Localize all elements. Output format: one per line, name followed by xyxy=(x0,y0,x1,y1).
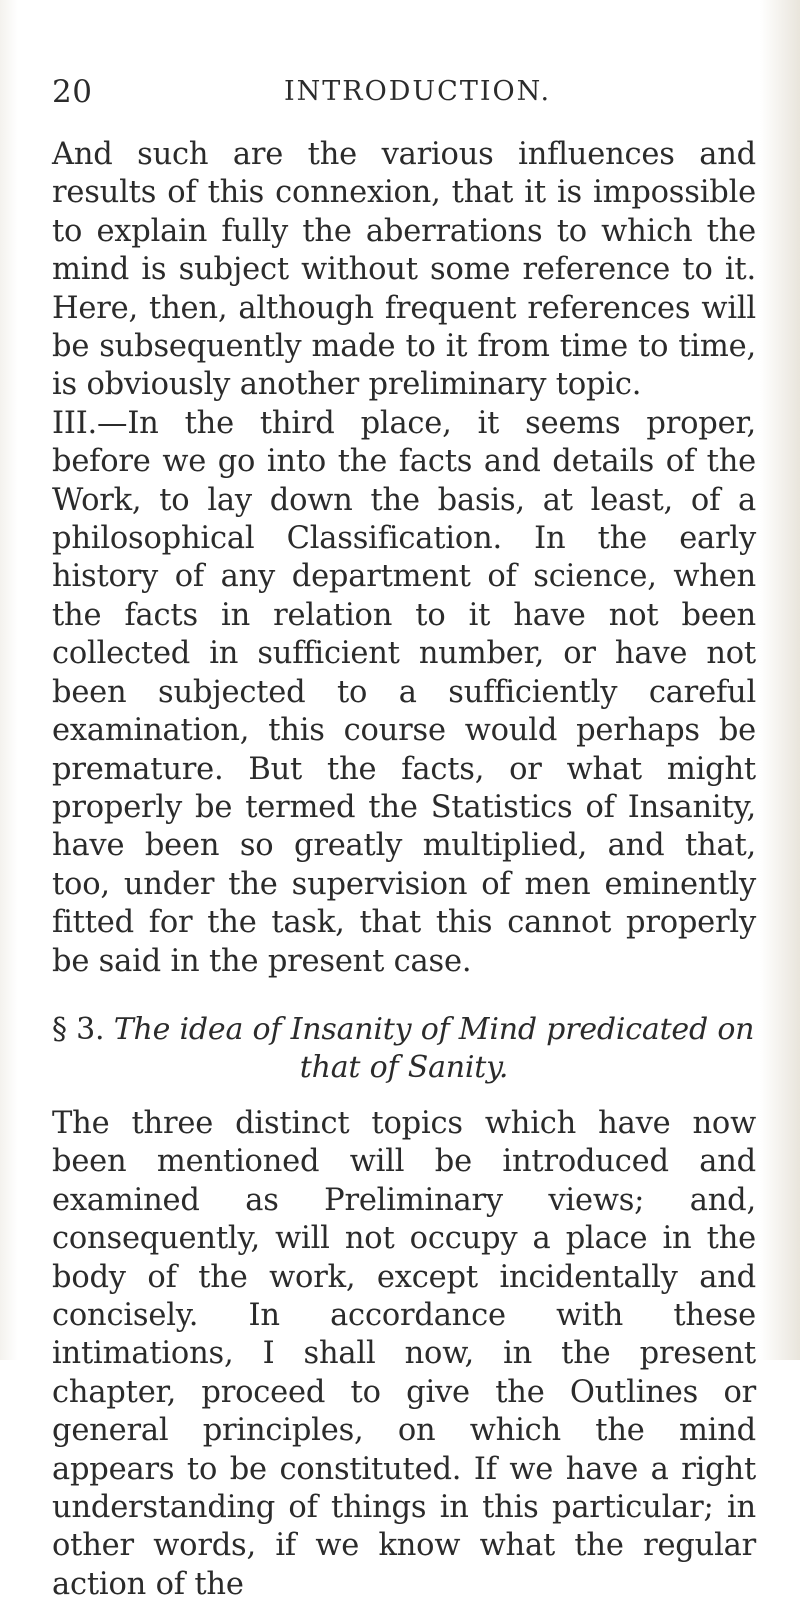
section-title-line-1: The idea of Insanity of Mind predicated on xyxy=(113,1011,755,1047)
section-heading xyxy=(52,1011,756,1087)
page-number: 20 xyxy=(52,74,93,110)
page-body xyxy=(52,136,756,1604)
running-head: INTRODUCTION. xyxy=(284,76,552,107)
paragraph-three-topics: The three distinct topics which have now been mentioned will be introduced and examined as Preliminary views; and, consequently, will not occupy a place in the body of the work, except incidentally and concisely. In accordance with these intimations, I shall now, in the present chapter, proceed to give the Outlines or general principles, on which the mind appears to be constituted. If we have a right understanding of things in this particular; in other words, if we know what the regular action of the xyxy=(52,1105,756,1602)
page-header xyxy=(52,74,752,114)
section-number: § 3. xyxy=(52,1011,105,1047)
section-title-line-2: that of Sanity. xyxy=(299,1049,509,1085)
paragraph-classification: III.—In the third place, it seems proper, before we go into the facts and details of the Work, to lay down the basis, at least, of a philosophical Classification. In the early history of any department of science, when the facts in relation to it have not been collected in sufficient number, or have not been subjected to a sufficiently careful examination, this course would perhaps be premature. But the facts, or what might properly be termed the Statistics of Insanity, have been so greatly multiplied, and that, too, under the supervision of men eminently fitted for the task, that this cannot properly be said in the present case. xyxy=(52,405,756,979)
paragraph-connexion: And such are the various influences and results of this connexion, that it is impossible to explain fully the aberrations to which the mind is subject without some reference to it. Here, then, although frequent references will be subsequently made to it from time to time, is obviously another preliminary topic. xyxy=(52,137,756,403)
section-heading-line-1 xyxy=(52,1011,756,1049)
